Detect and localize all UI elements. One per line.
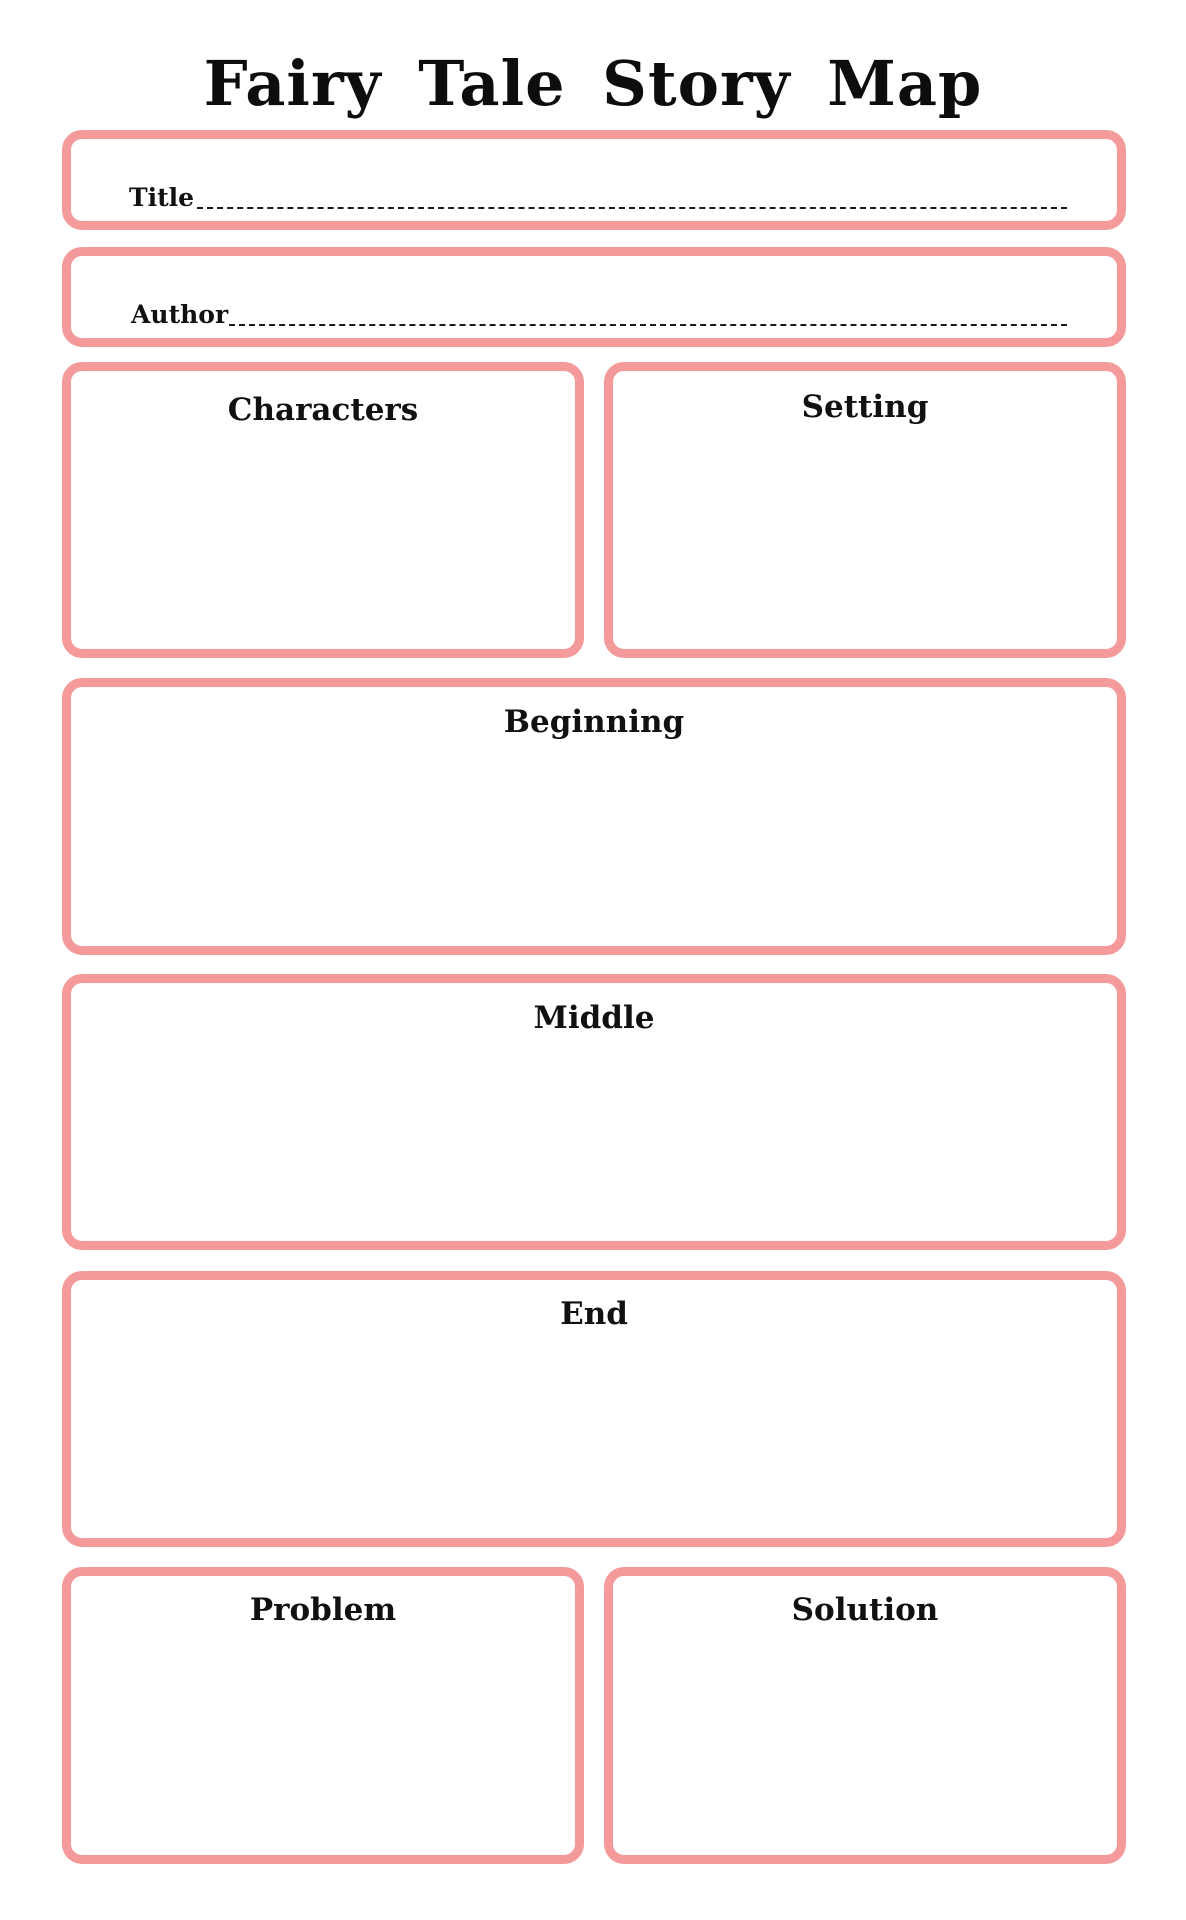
title-field-label: Title bbox=[129, 183, 195, 212]
problem-heading: Problem bbox=[249, 1592, 397, 1628]
author-field-box bbox=[62, 247, 1126, 347]
title-field-blank[interactable] bbox=[197, 207, 1067, 209]
setting-heading: Setting bbox=[801, 389, 929, 425]
middle-heading: Middle bbox=[533, 1000, 655, 1036]
solution-box[interactable] bbox=[604, 1567, 1126, 1864]
title-field-box bbox=[62, 130, 1126, 230]
middle-box[interactable] bbox=[62, 974, 1126, 1250]
solution-heading: Solution bbox=[791, 1592, 939, 1628]
page-title: Fairy Tale Story Map bbox=[203, 47, 983, 120]
end-heading: End bbox=[560, 1296, 628, 1332]
beginning-heading: Beginning bbox=[503, 704, 685, 740]
setting-box[interactable] bbox=[604, 362, 1126, 658]
characters-heading: Characters bbox=[227, 392, 419, 428]
author-field-label: Author bbox=[131, 300, 229, 329]
beginning-box[interactable] bbox=[62, 678, 1126, 955]
problem-box[interactable] bbox=[62, 1567, 584, 1864]
author-field-blank[interactable] bbox=[229, 324, 1067, 326]
end-box[interactable] bbox=[62, 1271, 1126, 1547]
characters-box[interactable] bbox=[62, 362, 584, 658]
